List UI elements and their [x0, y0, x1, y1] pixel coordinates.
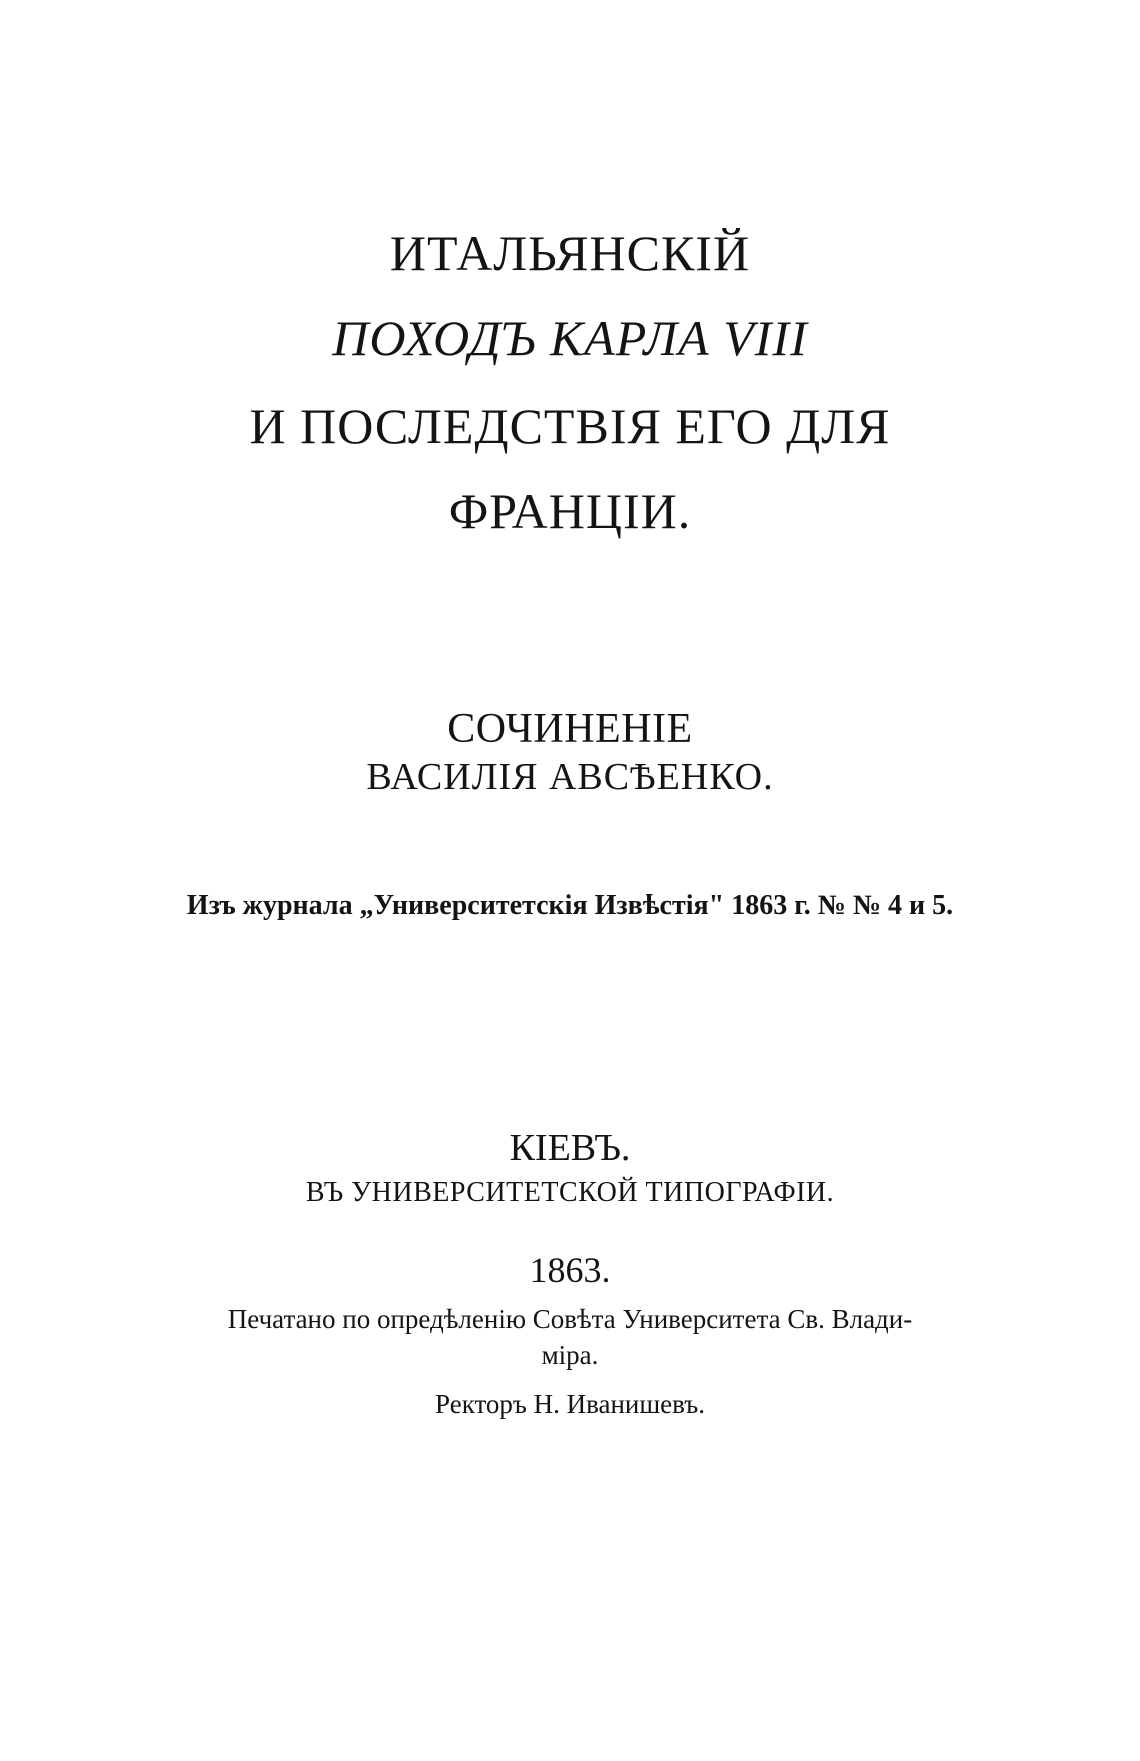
title-line-1: ИТАЛЬЯНСКІЙ [389, 225, 751, 281]
imprint-printer: ВЪ УНИВЕРСИТЕТСКОЙ ТИПОГРАФІИ. [305, 1177, 835, 1208]
rector-line: Ректоръ Н. Иванишевъ. [435, 1389, 705, 1419]
author-name: ВАСИЛІЯ АВСѢЕНКО. [366, 756, 774, 798]
work-label: СОЧИНЕНІЕ [447, 706, 693, 752]
title-line-3: И ПОСЛЕДСТВІЯ ЕГО ДЛЯ [249, 398, 891, 454]
imprint-city: КІЕВЪ. [509, 1127, 631, 1169]
source-note: Изъ журнала „Университетскія Извѣстія" 1863 г. № № 4 и 5. [186, 890, 954, 921]
imprint-year: 1863. [529, 1250, 611, 1290]
title-line-4: ФРАНЦІИ. [448, 483, 692, 539]
title-line-2: ПОХОДЪ КАРЛА VIII [332, 310, 808, 366]
approval-line-2: міра. [541, 1340, 599, 1370]
approval-line-1: Печатано по опредѣленію Совѣта Университета Св. Влади- [227, 1304, 913, 1334]
